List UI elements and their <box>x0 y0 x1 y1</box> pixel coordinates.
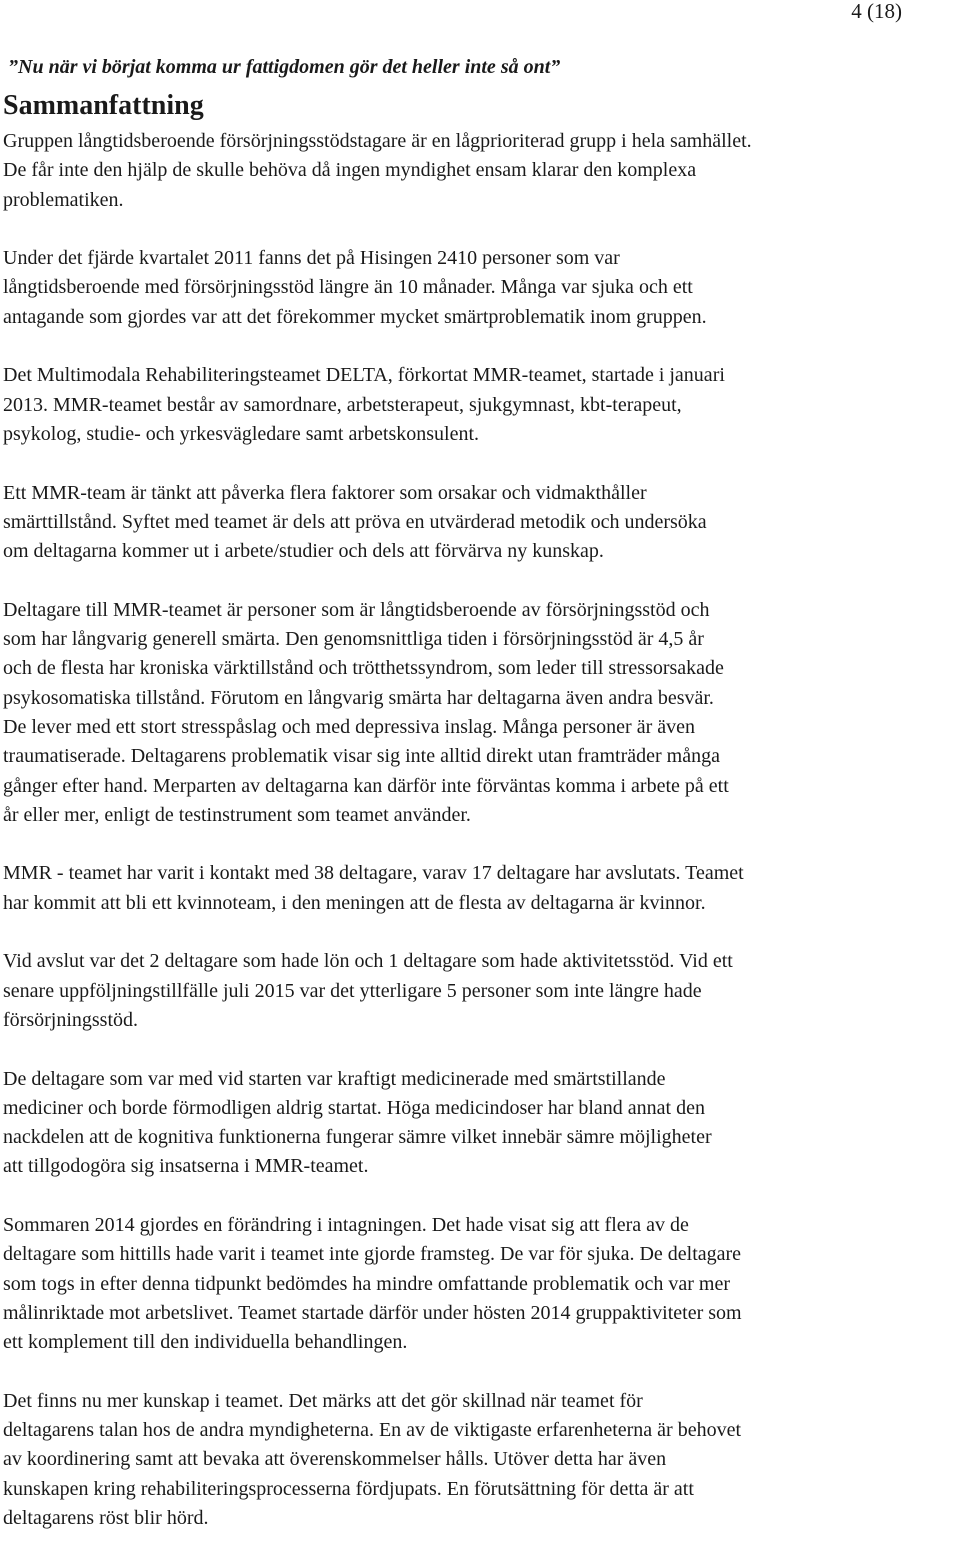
text-line: som togs in efter denna tidpunkt bedömdes ha mindre omfattande problematik och var mer <box>3 1272 731 1295</box>
text-line: antagande som gjordes var att det förekommer mycket smärtproblematik inom gruppen. <box>3 305 707 328</box>
text-line: De lever med ett stort stresspåslag och med depressiva inslag. Många personer är även <box>3 715 695 738</box>
text-line: psykosomatiska tillstånd. Förutom en långvarig smärta har deltagarna även andra besvär. <box>3 686 714 709</box>
text-line: mediciner och borde förmodligen aldrig startat. Höga medicindoser har bland annat den <box>3 1096 705 1119</box>
text-line: Deltagare till MMR-teamet är personer som är långtidsberoende av försörjningsstöd och <box>3 598 710 621</box>
body-text <box>3 127 953 1563</box>
page-number: 4 (18) <box>851 0 902 23</box>
text-line: De får inte den hjälp de skulle behöva då ingen myndighet ensam klarar den komplexa <box>3 159 697 182</box>
text-line: år eller mer, enligt de testinstrument som teamet använder. <box>3 803 471 826</box>
text-line: Vid avslut var det 2 deltagare som hade lön och 1 deltagare som hade aktivitetsstöd. Vid ett <box>3 950 733 973</box>
text-line: och de flesta har kroniska värktillstånd och trötthetssyndrom, som leder till stressorsakade <box>3 657 724 680</box>
text-line: Ett MMR-team är tänkt att påverka flera faktorer som orsakar och vidmakthåller <box>3 481 647 504</box>
text-line: senare uppföljningstillfälle juli 2015 var det ytterligare 5 personer som inte längre hade <box>3 979 702 1002</box>
paragraph <box>3 1211 953 1357</box>
paragraph <box>3 479 953 567</box>
text-line: ett komplement till den individuella behandlingen. <box>3 1331 408 1354</box>
text-line: om deltagarna kommer ut i arbete/studier och dels att förvärva ny kunskap. <box>3 540 604 563</box>
paragraph <box>3 127 953 215</box>
text-line: smärttillstånd. Syftet med teamet är dels att pröva en utvärderad metodik och undersöka <box>3 510 707 533</box>
text-line: nackdelen att de kognitiva funktionerna fungerar sämre vilket innebär sämre möjligheter <box>3 1126 712 1149</box>
text-line: av koordinering samt att bevaka att överenskommelser hålls. Utöver detta har även <box>3 1448 667 1471</box>
text-line: Sommaren 2014 gjordes en förändring i intagningen. Det hade visat sig att flera av de <box>3 1213 689 1236</box>
text-line: MMR - teamet har varit i kontakt med 38 deltagare, varav 17 deltagare har avslutats. Teamet <box>3 862 744 885</box>
text-line: deltagarens talan hos de andra myndigheterna. En av de viktigaste erfarenheterna är behovet <box>3 1419 742 1442</box>
text-line: Det Multimodala Rehabiliteringsteamet DELTA, förkortat MMR-teamet, startade i januari <box>3 364 725 387</box>
text-line: deltagare som hittills hade varit i teamet inte gjorde framsteg. De var för sjuka. De deltagare <box>3 1243 742 1266</box>
text-line: Det finns nu mer kunskap i teamet. Det märks att det gör skillnad när teamet för <box>3 1389 643 1412</box>
paragraph <box>3 947 953 1035</box>
text-line: att tillgodogöra sig insatserna i MMR-teamet. <box>3 1155 369 1178</box>
text-line: har kommit att bli ett kvinnoteam, i den meningen att de flesta av deltagarna är kvinnor. <box>3 891 706 914</box>
paragraph <box>3 859 953 918</box>
text-line: psykolog, studie- och yrkesvägledare samt arbetskonsulent. <box>3 422 479 445</box>
text-line: som har långvarig generell smärta. Den genomsnittliga tiden i försörjningsstöd är 4,5 år <box>3 628 704 651</box>
text-line: Under det fjärde kvartalet 2011 fanns det på Hisingen 2410 personer som var <box>3 247 620 270</box>
text-line: deltagarens röst blir hörd. <box>3 1506 209 1529</box>
text-line: målinriktade mot arbetslivet. Teamet startade därför under hösten 2014 gruppaktiviteter som <box>3 1301 742 1324</box>
text-line: traumatiserade. Deltagarens problematik visar sig inte alltid direkt utan framträder många <box>3 745 720 768</box>
text-line: långtidsberoende med försörjningsstöd längre än 10 månader. Många var sjuka och ett <box>3 276 693 299</box>
text-line: kunskapen kring rehabiliteringsprocesserna fördjupats. En förutsättning för detta är att <box>3 1477 694 1500</box>
text-line: De deltagare som var med vid starten var kraftigt medicinerade med smärtstillande <box>3 1067 666 1090</box>
text-line: 2013. MMR-teamet består av samordnare, arbetsterapeut, sjukgymnast, kbt-terapeut, <box>3 393 682 416</box>
text-line: Gruppen långtidsberoende försörjningsstödstagare är en lågprioriterad grupp i hela samhället. <box>3 130 752 152</box>
paragraph <box>3 1387 953 1533</box>
paragraph <box>3 361 953 449</box>
paragraph <box>3 244 953 332</box>
section-heading: Sammanfattning <box>3 90 204 121</box>
text-line: gånger efter hand. Merparten av deltagarna kan därför inte förväntas komma i arbete på ett <box>3 774 729 797</box>
paragraph <box>3 596 953 830</box>
text-line: försörjningsstöd. <box>3 1008 138 1031</box>
paragraph <box>3 1065 953 1182</box>
text-line: problematiken. <box>3 188 124 211</box>
document-subtitle: ”Nu när vi börjat komma ur fattigdomen gör det heller inte så ont” <box>8 56 561 78</box>
